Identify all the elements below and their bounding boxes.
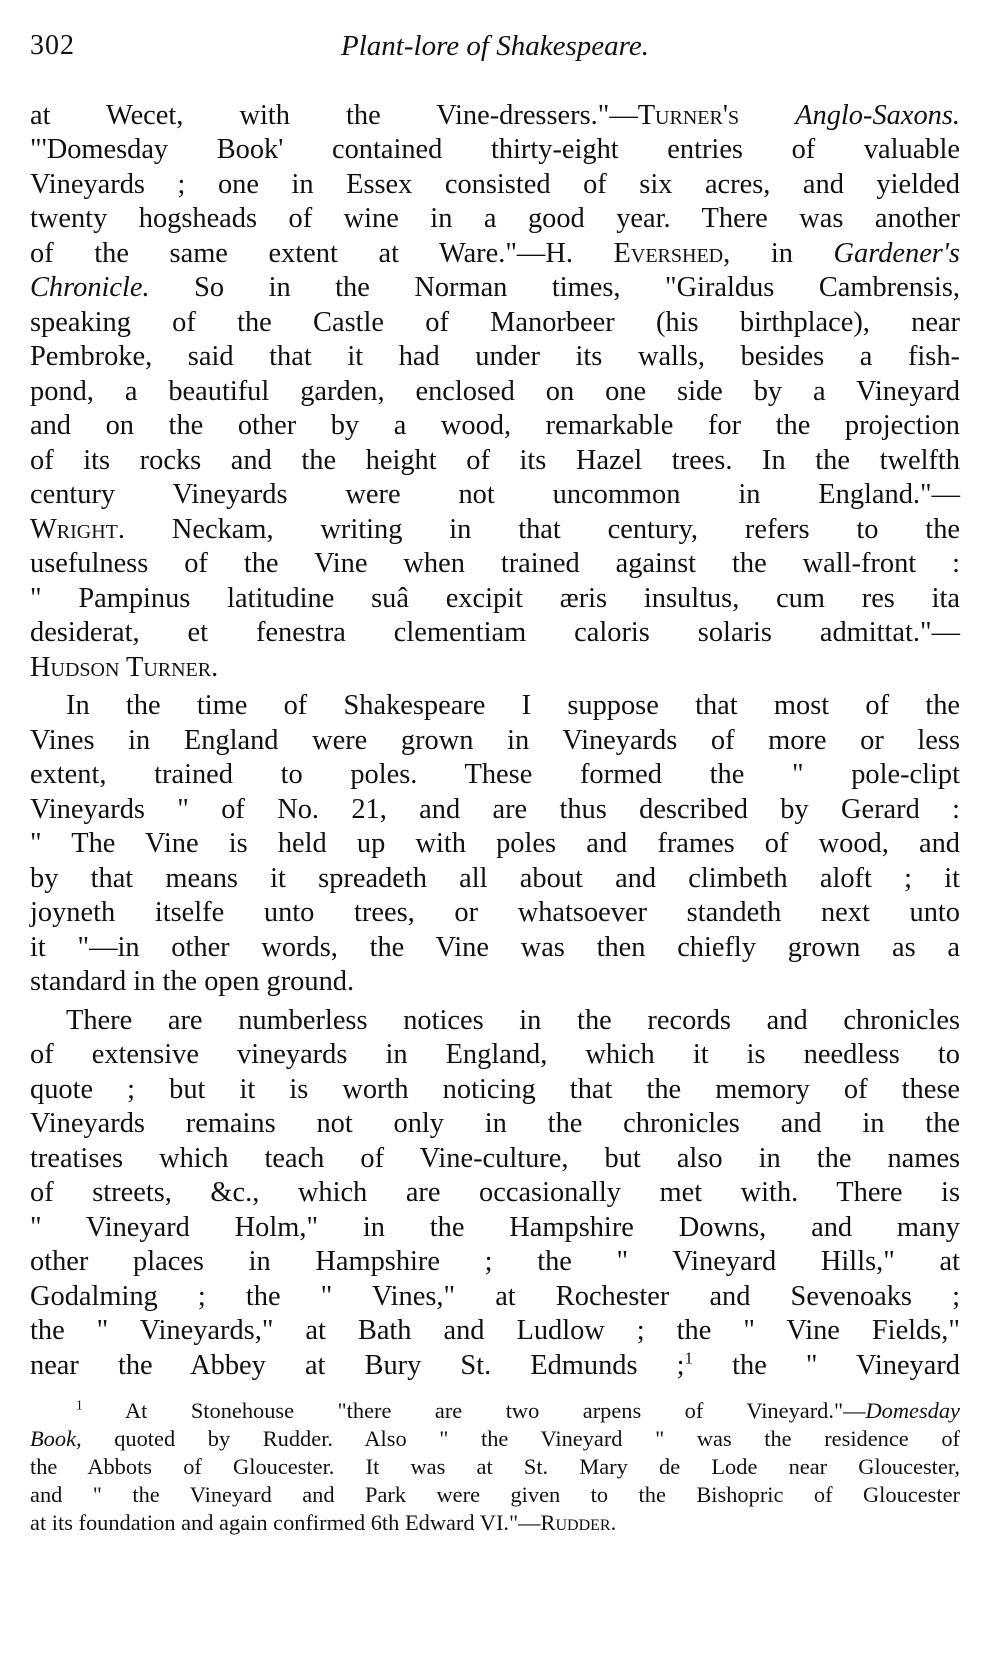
text-line: Hudson Turner. <box>30 652 219 683</box>
text-line: usefulness of the Vine when trained against the wall-front : <box>30 548 960 579</box>
footnote-line: and " the Vineyard and Park were given to the Bishopric of Gloucester <box>30 1482 960 1507</box>
text-line: " Pampinus latitudine suâ excipit æris insultus, cum res ita <box>30 583 960 614</box>
text-line: it "—in other words, the Vine was then chiefly grown as a <box>30 932 960 963</box>
text-line: extent, trained to poles. These formed the " pole-clipt <box>30 759 960 790</box>
text-line: treatises which teach of Vine-culture, but also in the names <box>30 1143 960 1174</box>
text-line: quote ; but it is worth noticing that the memory of these <box>30 1074 960 1105</box>
text-line: " Vineyard Holm," in the Hampshire Downs, and many <box>30 1212 960 1243</box>
footnote-line: Book, quoted by Rudder. Also " the Vineyard " was the residence of <box>30 1426 960 1451</box>
text-line: of the same extent at Ware."—H. Evershed, in Gardener's <box>30 238 960 269</box>
footnote-ref: 1 <box>684 1348 694 1368</box>
text-line: twenty hogsheads of wine in a good year. There was another <box>30 203 960 234</box>
text-line: Godalming ; the " Vines," at Rochester and Sevenoaks ; <box>30 1281 960 1312</box>
text-line: the " Vineyards," at Bath and Ludlow ; the " Vine Fields," <box>30 1315 960 1346</box>
text-line: speaking of the Castle of Manorbeer (his birthplace), near <box>30 307 960 338</box>
text-line: of its rocks and the height of its Hazel trees. In the twelfth <box>30 445 960 476</box>
text-line: " The Vine is held up with poles and frames of wood, and <box>30 828 960 859</box>
text-line: desiderat, et fenestra clementiam caloris solaris admittat."— <box>30 617 960 648</box>
footnote-line: at its foundation and again confirmed 6th Edward VI."—Rudder. <box>30 1510 617 1535</box>
text-line: Pembroke, said that it had under its walls, besides a fish- <box>30 341 960 372</box>
text-line: Wright. Neckam, writing in that century, refers to the <box>30 514 960 545</box>
text-line: Vineyards ; one in Essex consisted of six acres, and yielded <box>30 169 960 200</box>
text-line: other places in Hampshire ; the " Vineyard Hills," at <box>30 1246 960 1277</box>
text-line: by that means it spreadeth all about and climbeth aloft ; it <box>30 863 960 894</box>
text-line: Vineyards remains not only in the chronicles and in the <box>30 1108 960 1139</box>
text-line: near the Abbey at Bury St. Edmunds ;$^1$ the " Vineyard <box>30 1348 961 1381</box>
text-line: and on the other by a wood, remarkable for the projection <box>30 410 960 441</box>
text-line: Chronicle. So in the Norman times, "Giraldus Cambrensis, <box>30 272 960 303</box>
text-line: joyneth itselfe unto trees, or whatsoever standeth next unto <box>30 897 960 928</box>
text-line: century Vineyards were not uncommon in England."— <box>30 479 960 510</box>
text-line: "'Domesday Book' contained thirty-eight entries of valuable <box>30 134 960 165</box>
text-line: of streets, &c., which are occasionally met with. There is <box>30 1177 960 1208</box>
page-number: 302 <box>30 30 75 61</box>
text-line: Vineyards " of No. 21, and are thus described by Gerard : <box>30 794 960 825</box>
paragraph-start: There are numberless notices in the records and chronicles <box>66 1005 960 1036</box>
footnote-line: the Abbots of Gloucester. It was at St. Mary de Lode near Gloucester, <box>30 1454 960 1479</box>
page-header <box>30 30 960 80</box>
text-line: pond, a beautiful garden, enclosed on one side by a Vineyard <box>30 376 960 407</box>
text-line: of extensive vineyards in England, which it is needless to <box>30 1039 960 1070</box>
text-line: Vines in England were grown in Vineyards of more or less <box>30 725 960 756</box>
footnote-line: $^1$ At Stonehouse "there are two arpens of Vineyard."—Domesday <box>76 1397 960 1423</box>
text-line: at Wecet, with the Vine-dressers."—Turner's Anglo-Saxons. <box>30 100 960 131</box>
text-line: standard in the open ground. <box>30 966 355 997</box>
running-title: Plant-lore of Shakespeare. <box>341 30 649 62</box>
footnote-marker: 1 <box>76 1397 83 1413</box>
paragraph-start: In the time of Shakespeare I suppose that most of the <box>66 690 960 721</box>
